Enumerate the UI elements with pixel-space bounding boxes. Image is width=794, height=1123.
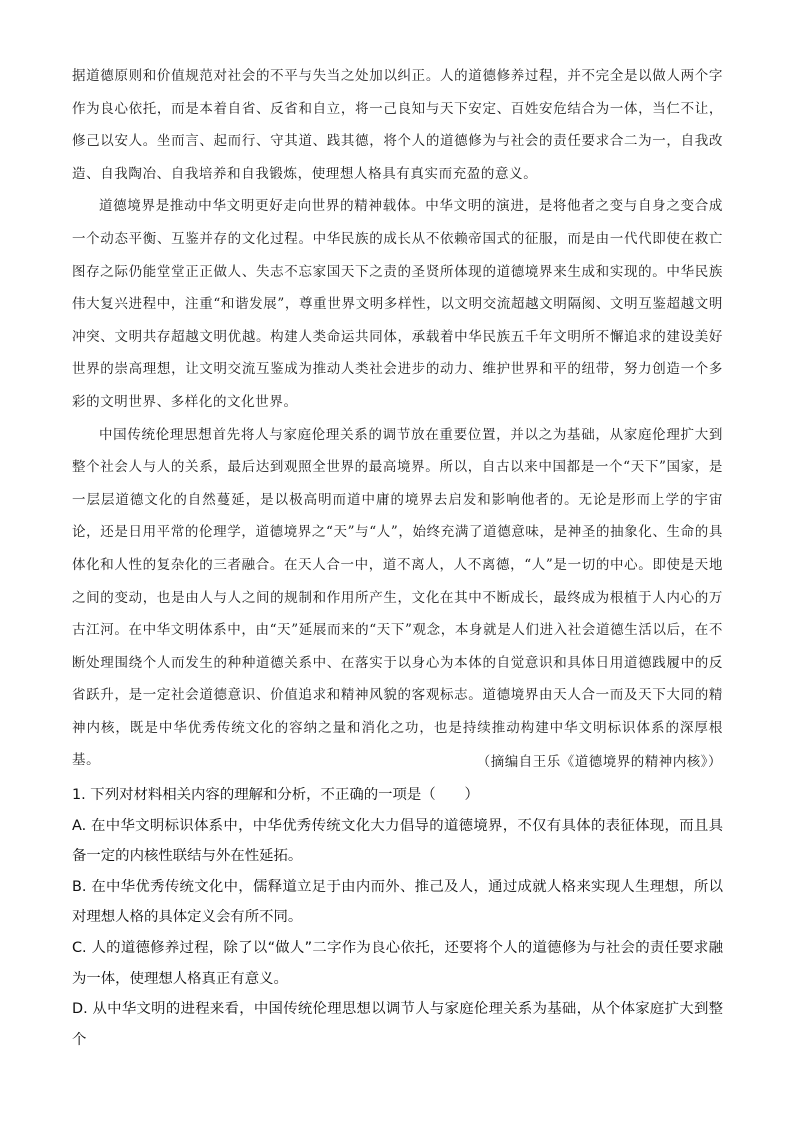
question-stem: 1. 下列对材料相关内容的理解和分析，不正确的一项是（ ） [72,787,479,803]
option-a: A. 在中华文明标识体系中，中华优秀传统文化大力倡导的道德境界，不仅有具体的表征体现，而且具备一定的内核性联结与外在性延拓。 [72,817,723,865]
passage-source: （摘编自王乐《道德境界的精神内核》） [476,754,722,770]
question-block [72,780,723,1055]
passage-paragraph-1: 据道德原则和价值规范对社会的不平与失当之处加以纠正。人的道德修养过程，并不完全是以做人两个字作为良心依托，而是本着自省、反省和自立，将一己良知与天下安定、百姓安危结合为一体，当仁不让，修己以安人。坐而言、起而行、守其道、践其德，将个人的道德修为与社会的责任要求合二为一，自我改造、自我陶冶、自我培养和自我锻炼，使理想人格具有真实而充盈的意义。 [72,68,723,182]
option-c: C. 人的道德修养过程，除了以“做人”二字作为良心依托，还要将个人的道德修为与社会的责任要求融为一体，使理想人格真正有意义。 [72,939,723,987]
passage-paragraph-2: 道德境界是推动中华文明更好走向世界的精神载体。中华文明的演进，是将他者之变与自身之变合成一个动态平衡、互鉴并存的文化过程。中华民族的成长从不依赖帝国式的征服，而是由一代代即使在救亡图存之际仍能堂堂正正做人、失志不忘家国天下之责的圣贤所体现的道德境界来生成和实现的。中华民族伟大复兴进程中，注重“和谐发展”，尊重世界文明多样性，以文明交流超越文明隔阂、文明互鉴超越文明冲突、文明共存超越文明优越。构建人类命运共同体，承载着中华民族五千年文明所不懈追求的建设美好世界的崇高理想，让文明交流互鉴成为推动人类社会进步的动力、维护世界和平的纽带，努力创造一个多彩的文明世界、多样化的文化世界。 [72,198,723,410]
option-d: D. 从中华文明的进程来看，中国传统伦理思想以调节人与家庭伦理关系为基础，从个体家庭扩大到整个 [72,1001,723,1048]
reading-passage [72,60,723,777]
option-b: B. 在中华优秀传统文化中，儒释道立足于由内而外、推己及人，通过成就人格来实现人生理想，所以对理想人格的具体定义会有所不同。 [72,878,723,926]
passage-paragraph-3: 中国传统伦理思想首先将人与家庭伦理关系的调节放在重要位置，并以之为基础，从家庭伦理扩大到整个社会人与人的关系，最后达到观照全世界的最高境界。所以，自古以来中国都是一个“天下”国家，是一层层道德文化的自然蔓延，是以极高明而道中庸的境界去启发和影响他者的。无论是形而上学的宇宙论，还是日用平常的伦理学，道德境界之“天”与“人”，始终充满了道德意味，是神圣的抽象化、生命的具体化和人性的复杂化的三者融合。在天人合一中，道不离人，人不离德，“人”是一切的中心。即使是天地之间的变动，也是由人与人之间的规制和作用所产生，文化在其中不断成长，最终成为根植于人内心的万古江河。在中华文明体系中，由“天”延展而来的“天下”观念，本身就是人们进入社会道德生活以后，在不断处理围绕个人而发生的种种道德关系中、在落实于以身心为本体的自觉意识和具体日用道德践履中的反省跃升，是一定社会道德意识、价值追求和精神风貌的客观标志。道德境界由天人合一而及天下大同的精神内核，既是中华优秀传统文化的容纳之量和消化之功，也是持续推动构建中华文明标识体系的深厚根基。 [72,426,723,769]
